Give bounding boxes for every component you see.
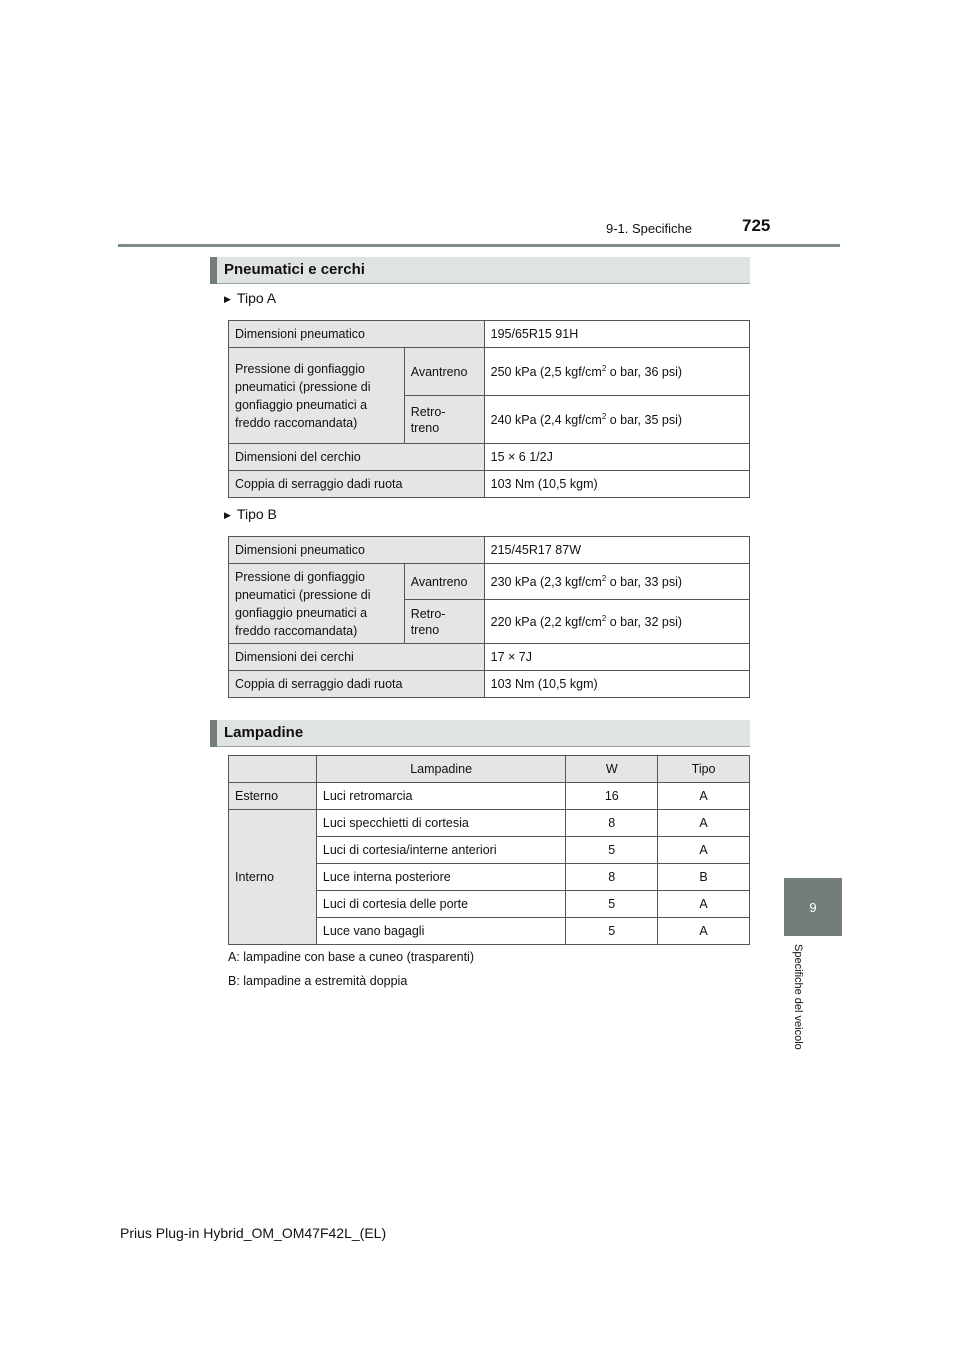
header-empty-cell: [229, 756, 317, 783]
rim-size-value: 15 × 6 1/2J: [484, 444, 749, 471]
torque-value: 103 Nm (10,5 kgm): [484, 671, 749, 698]
front-pressure-value: 250 kPa (2,5 kgf/$cm^2$ o bar, 36 psi): [484, 348, 749, 396]
table-row: [229, 471, 750, 498]
table-header-row: [229, 756, 750, 783]
bulb-watt: 8: [566, 864, 658, 891]
bulb-watt: 5: [566, 918, 658, 945]
bulb-type: B: [658, 864, 750, 891]
table-row: [229, 783, 750, 810]
subheading-text: Tipo B: [236, 506, 277, 522]
chapter-label-text: Specifiche del veicolo: [792, 944, 804, 1050]
tire-size-value: 195/65R15 91H: [484, 321, 749, 348]
subheading-type-a: [224, 290, 276, 306]
footer-doc-id: Prius Plug-in Hybrid_OM_OM47F42L_(EL): [120, 1225, 387, 1241]
header-rule: [118, 244, 840, 247]
rear-pressure-value: 240 kPa (2,4 kgf/$cm^2$ o bar, 35 psi): [484, 396, 749, 444]
rim-size-value: 17 × 7J: [484, 644, 749, 671]
torque-value: 103 Nm (10,5 kgm): [484, 471, 749, 498]
rear-axle-label: Retro- treno: [404, 600, 484, 644]
chapter-label: [790, 944, 810, 1070]
front-pressure-value: 230 kPa (2,3 kgf/$cm^2$ o bar, 33 psi): [484, 564, 749, 600]
rim-size-label: Dimensioni del cerchio: [229, 444, 485, 471]
exterior-label: Esterno: [229, 783, 317, 810]
pressure-label: Pressione di gonfiaggio pneumatici (pressione di gonfiaggio pneumatici a freddo raccomandata): [229, 348, 405, 444]
section-heading-text: Lampadine: [224, 724, 304, 741]
table-row: [229, 810, 750, 837]
bulb-watt: 5: [566, 837, 658, 864]
section-heading-bar: [210, 720, 217, 747]
table-row: [229, 444, 750, 471]
table-row: [229, 644, 750, 671]
table-row: [229, 348, 750, 396]
section-reference: 9-1. Specifiche: [606, 221, 692, 236]
bulb-type: A: [658, 783, 750, 810]
interior-label: Interno: [229, 810, 317, 945]
subheading-type-b: [224, 506, 277, 522]
tire-size-value: 215/45R17 87W: [484, 537, 749, 564]
section-heading-text: Pneumatici e cerchi: [224, 261, 365, 278]
bulb-name: Luci di cortesia delle porte: [316, 891, 566, 918]
table-row: [229, 671, 750, 698]
bulb-type: A: [658, 891, 750, 918]
bulb-watt: 16: [566, 783, 658, 810]
section-heading-tires: [210, 257, 750, 284]
bulb-type: A: [658, 837, 750, 864]
subheading-text: Tipo A: [236, 290, 277, 306]
section-heading-bulbs: [210, 720, 750, 747]
bulb-watt: 8: [566, 810, 658, 837]
bulb-name: Luci retromarcia: [316, 783, 566, 810]
note-type-a: A: lampadine con base a cuneo (trasparenti): [228, 950, 474, 964]
rear-axle-label: Retro- treno: [404, 396, 484, 444]
rear-pressure-value: 220 kPa (2,2 kgf/$cm^2$ o bar, 32 psi): [484, 600, 749, 644]
bulb-name: Luci specchietti di cortesia: [316, 810, 566, 837]
pressure-label: Pressione di gonfiaggio pneumatici (pressione di gonfiaggio pneumatici a freddo raccomandata): [229, 564, 405, 644]
bulbs-table: [228, 755, 750, 945]
table-row: [229, 321, 750, 348]
table-row: [229, 537, 750, 564]
tire-size-label: Dimensioni pneumatico: [229, 321, 485, 348]
triangle-bullet-icon: ▶: [224, 294, 231, 304]
note-type-b: B: lampadine a estremità doppia: [228, 974, 408, 988]
header-watt: W: [566, 756, 658, 783]
bulb-name: Luce interna posteriore: [316, 864, 566, 891]
bulb-type: A: [658, 810, 750, 837]
section-heading-bar: [210, 257, 217, 284]
triangle-bullet-icon: ▶: [224, 510, 231, 520]
bulb-type: A: [658, 918, 750, 945]
bulb-name: Luce vano bagagli: [316, 918, 566, 945]
torque-label: Coppia di serraggio dadi ruota: [229, 471, 485, 498]
front-axle-label: Avantreno: [404, 564, 484, 600]
tire-spec-table-a: [228, 320, 750, 498]
header-bulbs: Lampadine: [316, 756, 566, 783]
page-number: 725: [742, 216, 771, 235]
header-type: Tipo: [658, 756, 750, 783]
chapter-tab[interactable]: 9: [784, 878, 842, 936]
bulb-name: Luci di cortesia/interne anteriori: [316, 837, 566, 864]
front-axle-label: Avantreno: [404, 348, 484, 396]
torque-label: Coppia di serraggio dadi ruota: [229, 671, 485, 698]
rim-size-label: Dimensioni dei cerchi: [229, 644, 485, 671]
bulb-watt: 5: [566, 891, 658, 918]
tire-size-label: Dimensioni pneumatico: [229, 537, 485, 564]
tire-spec-table-b: [228, 536, 750, 698]
table-row: [229, 564, 750, 600]
